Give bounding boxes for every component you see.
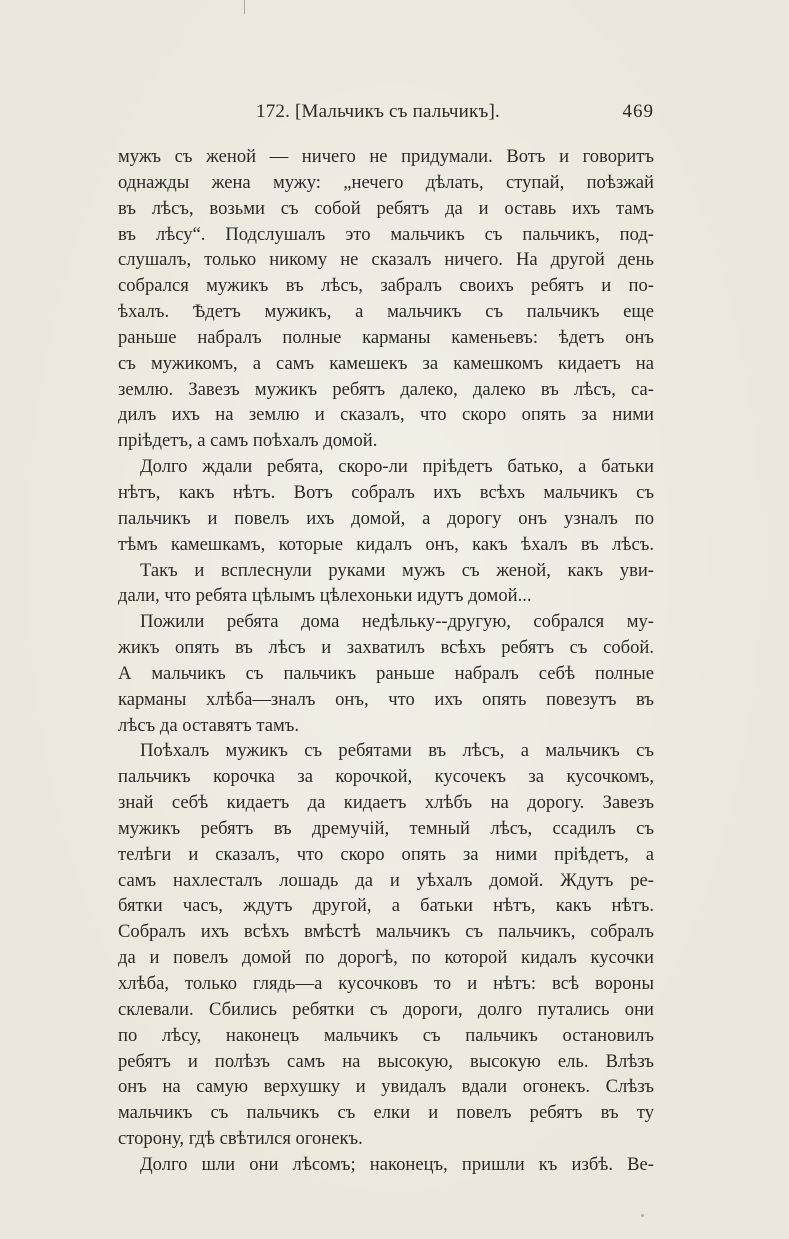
text-line: самъ нахлесталъ лошадь да и уѣхалъ домой. Ждутъ ре-: [118, 869, 654, 891]
text-line: бятки часъ, ждутъ другой, а батьки нѣтъ, какъ нѣтъ.: [118, 895, 654, 917]
text-line: тѣмъ камешкамъ, которые кидалъ онъ, какъ ѣхалъ въ лѣсъ.: [118, 533, 654, 555]
text-line: склевали. Сбились ребятки съ дороги, долго путались они: [118, 998, 654, 1020]
text-line: Такъ и всплеснули руками мужъ съ женой, какъ уви-: [140, 559, 654, 581]
running-head: [118, 97, 654, 127]
text-line: жикъ опять въ лѣсъ и захватилъ всѣхъ ребятъ съ собой.: [118, 637, 654, 659]
text-line: по лѣсу, наконецъ мальчикъ съ пальчикъ остановилъ: [118, 1024, 654, 1046]
text-line: однажды жена мужу: „нечего дѣлать, ступай, поѣзжай: [118, 171, 654, 193]
text-line: мужикъ ребятъ въ дремучій, темный лѣсъ, ссадилъ съ: [118, 817, 654, 839]
text-line: да и повелъ домой по дорогѣ, по которой кидалъ кусочки: [118, 947, 654, 969]
paper-speck: [641, 1214, 644, 1217]
text-line: дилъ ихъ на землю и сказалъ, что скоро опять за ними: [118, 404, 654, 426]
text-line: Долго шли они лѣсомъ; наконецъ, пришли къ избѣ. Ве-: [140, 1153, 654, 1175]
text-line: онъ на самую верхушку и увидалъ вдали огонекъ. Слѣзъ: [118, 1076, 654, 1098]
text-line: Долго ждали ребята, скоро-ли пріѣдетъ батько, а батьки: [140, 456, 654, 478]
text-line: Пожили ребята дома недѣльку--другую, собрался му-: [140, 611, 654, 633]
text-line: хлѣба, только глядь—а кусочковъ то и нѣтъ: всѣ вороны: [118, 973, 654, 994]
text-line: пальчикъ и повелъ ихъ домой, а дорогу онъ узналъ по: [118, 507, 654, 529]
text-line: раньше набралъ полные карманы каменьевъ: ѣдетъ онъ: [118, 326, 654, 348]
page-number: 469: [622, 101, 654, 122]
text-line: пріѣдетъ, а самъ поѣхалъ домой.: [118, 430, 378, 452]
text-line: нѣтъ, какъ нѣтъ. Вотъ собралъ ихъ всѣхъ мальчикъ съ: [118, 481, 654, 503]
text-line: сторону, гдѣ свѣтился огонекъ.: [118, 1128, 363, 1150]
text-line: въ лѣсу“. Подслушалъ это мальчикъ съ пальчикъ, под-: [118, 223, 654, 245]
text-line: лѣсъ да оставятъ тамъ.: [118, 714, 299, 736]
text-line: знай себѣ кидаетъ да кидаетъ хлѣбъ на дорогу. Завезъ: [118, 792, 654, 814]
text-line: землю. Завезъ мужикъ ребятъ далеко, далеко въ лѣсъ, са-: [118, 378, 654, 400]
page-edge-mark: [244, 0, 245, 14]
text-line: мужъ съ женой — ничего не придумали. Вотъ и говоритъ: [118, 146, 654, 167]
text-line: Собралъ ихъ всѣхъ вмѣстѣ мальчикъ съ пальчикъ, собралъ: [118, 921, 654, 943]
text-line: собрался мужикъ въ лѣсъ, забралъ своихъ ребятъ и по-: [118, 275, 654, 297]
text-line: А мальчикъ съ пальчикъ раньше набралъ себѣ полные: [118, 662, 654, 684]
text-line: слушалъ, только никому не сказалъ ничего. На другой день: [118, 249, 654, 271]
running-title: 172. [Мальчикъ съ пальчикъ].: [256, 101, 500, 122]
text-line: пальчикъ корочка за корочкой, кусочекъ за кусочкомъ,: [118, 766, 654, 788]
text-line: ребятъ и полѣзъ самъ на высокую, высокую ель. Влѣзъ: [118, 1050, 654, 1072]
text-line: телѣги и сказалъ, что скоро опять за ними пріѣдетъ, а: [118, 843, 654, 865]
text-line: карманы хлѣба—зналъ онъ, что ихъ опять повезутъ въ: [118, 688, 654, 710]
text-line: дали, что ребята цѣлымъ цѣлехоньки идутъ домой...: [118, 585, 532, 607]
text-line: въ лѣсъ, возьми съ собой ребятъ да и оставь ихъ тамъ: [118, 197, 654, 219]
text-line: мальчикъ съ пальчикъ съ елки и повелъ ребятъ въ ту: [118, 1102, 654, 1124]
text-line: ѣхалъ. Ѣдетъ мужикъ, а мальчикъ съ пальчикъ еще: [118, 301, 654, 323]
text-line: съ мужикомъ, а самъ камешекъ за камешкомъ кидаетъ на: [118, 352, 654, 374]
text-line: Поѣхалъ мужикъ съ ребятами въ лѣсъ, а мальчикъ съ: [140, 740, 654, 762]
body-text: [118, 144, 654, 1178]
